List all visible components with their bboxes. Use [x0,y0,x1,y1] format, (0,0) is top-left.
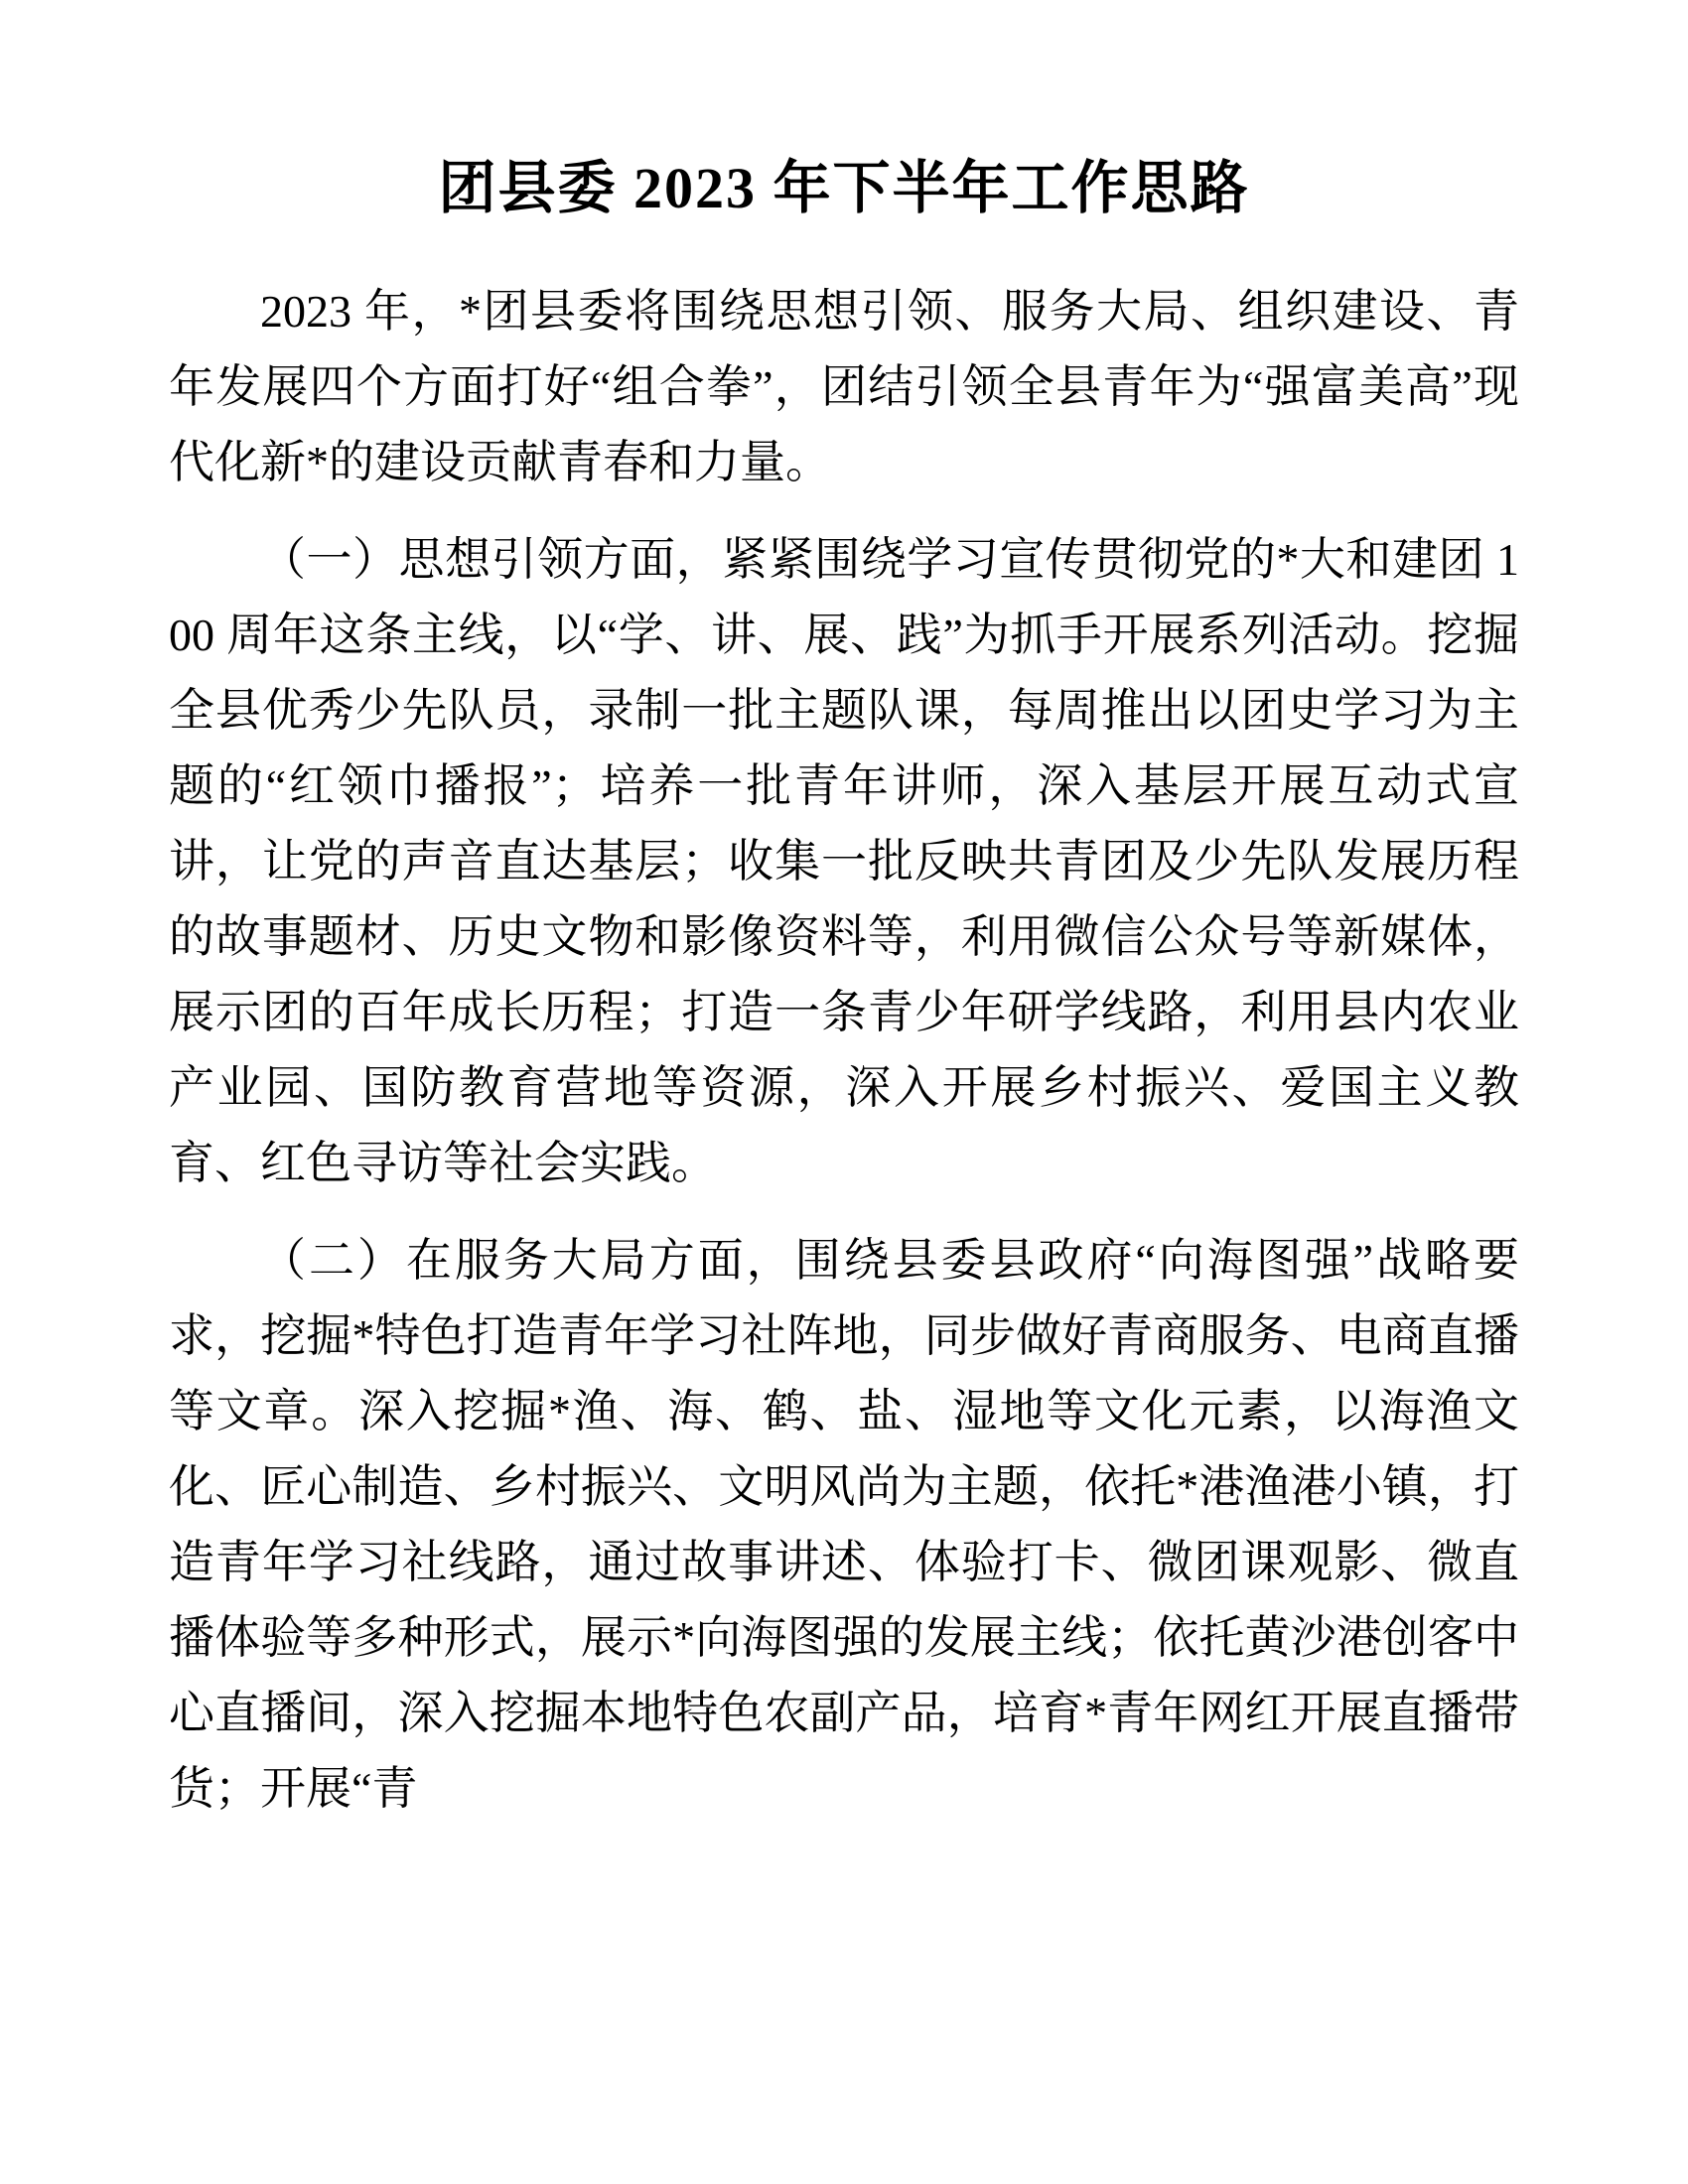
paragraph-section-2: （二）在服务大局方面，围绕县委县政府“向海图强”战略要求，挖掘*特色打造青年学习社阵地，同步做好青商服务、电商直播等文章。深入挖掘*渔、海、鹤、盐、湿地等文化元素，以海渔文化、匠心制造、乡村振兴、文明风尚为主题，依托*港渔港小镇，打造青年学习社线路，通过故事讲述、体验打卡、微团课观影、微直播体验等多种形式，展示*向海图强的发展主线；依托黄沙港创客中心直播间，深入挖掘本地特色农副产品，培育*青年网红开展直播带货；开展“青 [169,1235,1519,1814]
paragraph-section-1: （一）思想引领方面，紧紧围绕学习宣传贯彻党的*大和建团 100 周年这条主线，以“学、讲、展、践”为抓手开展系列活动。挖掘全县优秀少先队员，录制一批主题队课，每周推出以团史学习为主题的“红领巾播报”；培养一批青年讲师，深入基层开展互动式宣讲，让党的声音直达基层；收集一批反映共青团及少先队发展历程的故事题材、历史文物和影像资料等，利用微信公众号等新媒体，展示团的百年成长历程；打造一条青少年研学线路，利用县内农业产业园、国防教育营地等资源，深入开展乡村振兴、爱国主义教育、红色寻访等社会实践。 [169,534,1519,1188]
document-title: 团县委 2023 年下半年工作思路 [438,156,1250,220]
paragraph-intro: 2023 年，*团县委将围绕思想引领、服务大局、组织建设、青年发展四个方面打好“组合拳”，团结引领全县青年为“强富美高”现代化新*的建设贡献青春和力量。 [169,286,1519,487]
document-body [169,274,1519,1827]
